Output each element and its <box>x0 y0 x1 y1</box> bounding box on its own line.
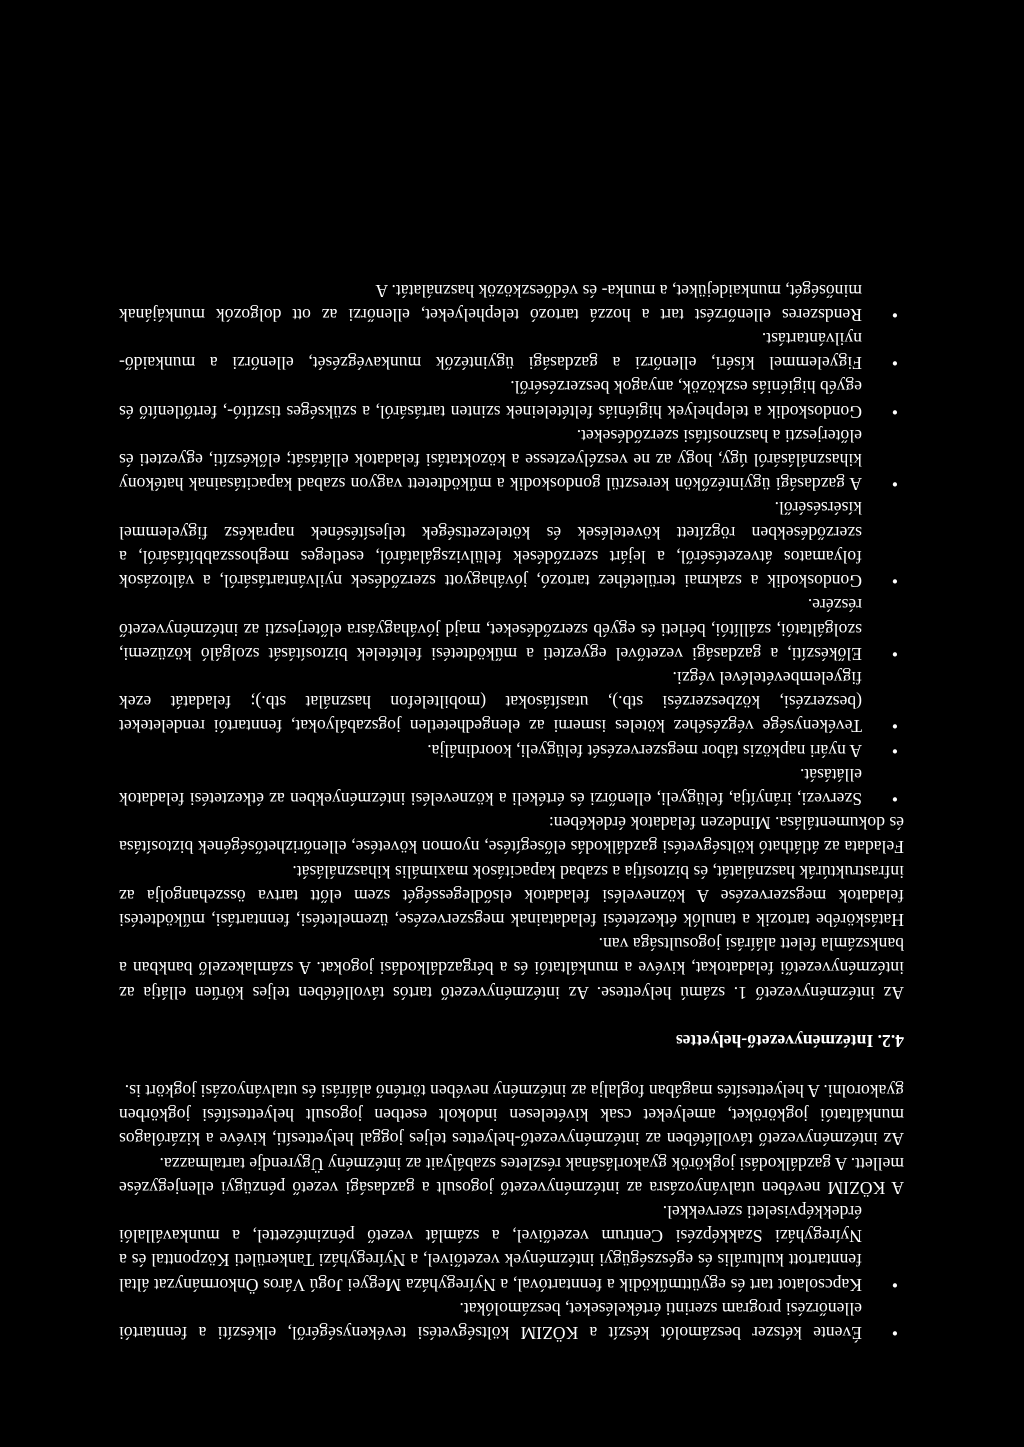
paragraph-deputy: Az intézményvezető 1. számú helyettese. Az intézményvezető tartós távollétében teljes körűen ellátja az intézményvezetői feladatokat, kivéve a munkáltatói és a bérgazdálkodási jogokat. A számlakezelő bankban a bankszámla felett aláírási jogosultsága van. <box>119 934 904 1003</box>
top-bullet-list <box>119 1200 904 1345</box>
list-item <box>119 1200 904 1297</box>
bullet-icon: • <box>891 353 898 374</box>
bullet-text: Kapcsolatot tart és együttműködik a fenntartóval, a Nyíregyháza Megyei Jogú Város Önkormányzat által fenntartott kulturális és egészségügyi intézmények vezetőivel, a Nyíregyházi Tankerületi Központtal és a Nyíregyházi Szakképzési Centrum vezetőivel, a számlát vezető pénzintézettel, a munkavállalói érdekképviseleti szervekkel. <box>119 1201 862 1295</box>
bullet-icon: • <box>891 1274 898 1295</box>
list-item <box>119 327 904 375</box>
paragraph-task: Feladata az átlátható költségvetési gazdálkodás elősegítése, nyomon követése, ellenőrizhetőségének biztosítása és dokumentálása. Mindezen feladatok érdekében: <box>119 813 904 858</box>
bullet-text: Figyelemmel kíséri, ellenőrzi a gazdasági ügyintézők munkavégzését, ellenőrzi a munkaidő-nyilvántartást. <box>119 329 862 374</box>
bullet-icon: • <box>891 643 898 664</box>
bullet-icon: • <box>891 788 898 809</box>
bullet-text: Évente kétszer beszámolót készít a KÖZIM költségvetési tevékenységéről, elkészíti a fenntartói ellenőrzési program szerinti értékeléseket, beszámolókat. <box>119 1298 862 1343</box>
bullet-text: A nyári napközis tábor megszervezését felügyeli, koordinálja. <box>427 740 862 761</box>
section-heading: 4.2. Intézményvezető-helyettes <box>675 1030 904 1051</box>
bullet-icon: • <box>891 716 898 737</box>
bullet-icon: • <box>891 304 898 325</box>
list-item <box>119 593 904 666</box>
bullet-text: Gondoskodik a telephelyek higiéniás feltételeinek szinten tartásáról, a szükséges tisztító-, fertőtlenítő és egyéb higiéniás eszközök, anyagok beszerzéséről. <box>119 377 862 422</box>
document-body <box>119 278 904 1345</box>
bullet-text: Rendszeres ellenőrzést tart a hozzá tartozó telephelyeket, ellenőrzi az ott dolgozók munkájának minőségét, munkaidejüket, a munka- és védőeszközök használatát. A <box>119 280 862 325</box>
bullet-icon: • <box>891 1323 898 1343</box>
list-item <box>119 1297 904 1345</box>
bullet-icon: • <box>891 401 898 422</box>
bullet-text: Tevékenysége végzéséhez köteles ismerni az elengedhetetlen jogszabályokat, fenntartói rendeleteket (beszerzési, közbeszerzési stb.), utasításokat (mobiltelefon használat stb.); feladatát ezek figyelembevételével végzi. <box>119 667 862 737</box>
list-item <box>119 763 904 811</box>
list-item <box>119 424 904 497</box>
bottom-bullet-list <box>119 278 904 810</box>
bullet-text: Előkészíti, a gazdasági vezetővel egyezteti a működtetési feltételek biztosítását szolgáló közüzemi, szolgáltatói, szállítói, bérleti és egyéb szerződéseket, majd jóváhagyásra előterjeszti az intézményvezető részére. <box>119 595 862 664</box>
list-item <box>119 666 904 739</box>
bullet-icon: • <box>891 474 898 495</box>
list-item <box>119 496 904 593</box>
bullet-text: Szervezi, irányítja, felügyeli, ellenőrzi és értékeli a köznevelési intézményekben az étkeztetési feladatok ellátását. <box>119 764 862 809</box>
paragraph-absence: Az intézményvezető távollétében az intézményvezető-helyettes teljes joggal helyettesíti, kivéve a kizárólagos munkáltatói jogköröket, amelyeket csak kivételesen indokolt esetben jogosult helyettesítési jogkörben gyakorolni. A helyettesítés magában foglalja az intézmény nevében történő aláírási és utalványozási jogkört is. <box>119 1080 904 1150</box>
paragraph-kozim: A KÖZIM nevében utalványozásra az intézményvezető jogosult a gazdasági vezető pénzügyi ellenjegyzése mellett. A gazdálkodási jogkörök gyakorlásának részletes szabályait az intézmény Ügyrendje tartalmazza. <box>119 1153 904 1198</box>
bullet-text: A gazdasági ügyintézőkön keresztül gondoskodik a működtetett vagyon szabad kapacitásainak hatékony kihasználásáról úgy, hogy az ne veszélyeztesse a közoktatási feladatok ellátását; előkészíti, egyezteti és előterjeszti a hasznosítási szerződéseket. <box>119 425 862 495</box>
bullet-icon: • <box>891 740 898 761</box>
list-item <box>119 738 904 762</box>
list-item <box>119 375 904 423</box>
bullet-text: Gondoskodik a szakmai területéhez tartozó, jóváhagyott szerződések nyilvántartásáról, a változások folyamatos átvezetéséről, a lejárt szerződések felülvizsgálatáról, esetleges meghosszabbításáról, a szerződésekben rögzített követelések és kötelezettségek teljesítésének naprakész figyelemmel kísérséséről. <box>119 498 862 592</box>
list-item <box>119 278 904 326</box>
bullet-icon: • <box>891 571 898 592</box>
paragraph-scope: Hatáskörébe tartozik a tanulók étkeztetési feladatainak megszervezése, üzemeltetési, fenntartási, működtetési feladatok megszervezése A köznevelési feladatok elsődlegességét szem előtt tartva összehangolja az infrastruktúrák használatát, és biztosítja a szabad kapacitások maximális kihasználását. <box>119 861 904 930</box>
